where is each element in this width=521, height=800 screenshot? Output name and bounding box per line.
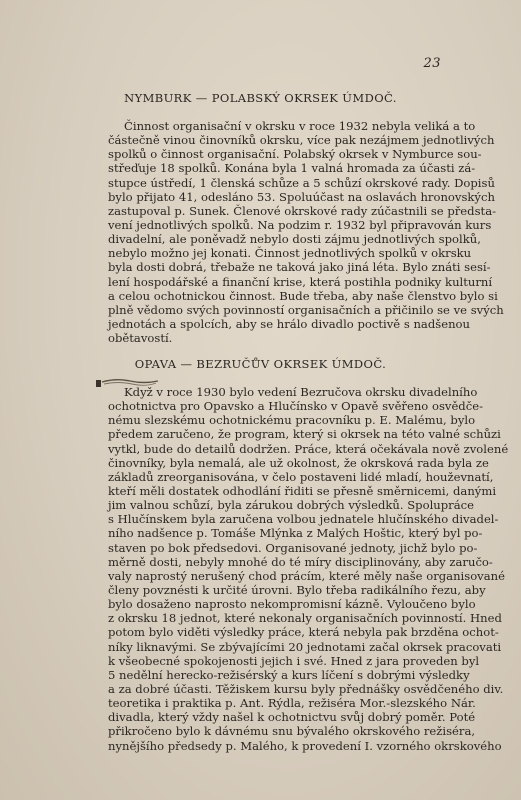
text-line: obětavostí. xyxy=(108,331,173,346)
text-line: nebylo možno jej konati. Činnost jednotlivých spolků v okrsku xyxy=(108,246,472,261)
text-line: a za dobré účasti. Těžiskem kursu byly přednášky osvědčeného div. xyxy=(108,681,504,696)
text-line: bylo přijato 41, odesláno 53. Spoluúčast na oslavách hronovských xyxy=(108,189,495,204)
text-line: divadelní, ale poněvadž nebylo dosti zájmu jednotlivých spolků, xyxy=(108,232,481,247)
text-line: nému slezskému ochotnickému pracovníku p. E. Malému, bylo xyxy=(108,413,476,428)
text-line: divadla, který vždy našel k ochotnictvu svůj dobrý poměr. Poté xyxy=(108,710,476,725)
text-line: byla dosti dobrá, třebaže ne taková jako jiná léta. Bylo znáti sesí- xyxy=(108,260,491,275)
text-line: přikročeno bylo k dávnému snu bývalého okrskového režiséra, xyxy=(108,724,476,739)
text-line: vení jednotlivých spolků. Na podzim r. 1932 byl připravován kurs xyxy=(108,217,492,232)
text-line: spolků o činnost organisační. Polabský okrsek v Nymburce sou- xyxy=(108,147,482,162)
text-line: Když v roce 1930 bylo vedení Bezručova okrsku divadelního xyxy=(124,385,478,399)
text-line: ochotnictva pro Opavsko a Hlučínsko v Opavě svěřeno osvědče- xyxy=(108,399,484,414)
text-line: plně vědomo svých povinností organisačních a přičinilo se ve svých xyxy=(108,302,504,317)
text-line: činovníky, byla nemalá, ale už okolnost, že okrsková rada byla ze xyxy=(108,455,489,470)
text-line: měrně dosti, nebyly mnohé do té míry disciplinovány, aby zaručo- xyxy=(108,554,493,569)
text-line: nynějšího předsedy p. Malého, k provedení I. vzorného okrskového xyxy=(108,738,502,753)
paragraph-opava xyxy=(108,385,509,753)
text-line: předem zaručeno, že program, který si okrsek na této valné schůzi xyxy=(108,427,501,442)
text-line: vytkl, bude do detailů dodržen. Práce, která očekávala nově zvolené xyxy=(108,441,509,456)
text-line: k všeobecné spokojenosti jejich i své. Hned z jara proveden byl xyxy=(108,653,480,668)
text-line: teoretika i praktika p. Ant. Rýdla, režiséra Mor.-slezského Nár. xyxy=(108,696,476,711)
text-line: potom bylo viděti výsledky práce, která nebyla pak brzděna ochot- xyxy=(108,625,499,640)
text-line: částečně vinou činovníků okrsku, více pak nezájmem jednotlivých xyxy=(108,133,495,148)
text-line: základů zreorganisována, v čelo postaveni lidé mladí, houževnatí, xyxy=(108,469,494,484)
text-line: jim valnou schůzí, byla zárukou dobrých výsledků. Spolupráce xyxy=(108,498,474,513)
text-line: ního nadšence p. Tomáše Mlýnka z Malých Hoštic, který byl po- xyxy=(108,526,483,541)
paragraph-nymburk xyxy=(108,119,504,346)
text-line: stupce ústředí, 1 členská schůze a 5 schůzí okrskové rady. Dopisů xyxy=(108,175,495,190)
text-line: níky liknavými. Se zbývajícími 20 jednotami začal okrsek pracovati xyxy=(108,639,502,654)
text-line: bylo dosaženo naprosto nekompromisní kázně. Vyloučeno bylo xyxy=(108,597,476,612)
text-line: zastupoval p. Sunek. Členové okrskové rady zúčastnili se předsta- xyxy=(108,203,497,218)
text-line: Činnost organisační v okrsku v roce 1932 nebyla veliká a to xyxy=(124,119,476,133)
text-line: valy naprostý nerušený chod prácím, které měly naše organisované xyxy=(108,568,505,583)
text-line: a celou ochotnickou činnost. Bude třeba, aby naše členstvo bylo si xyxy=(108,288,498,303)
section-heading-nymburk: NYMBURK — POLABSKÝ OKRSEK ÚMDOČ. xyxy=(124,91,397,105)
text-line: 5 nedělní herecko-režisérský a kurs líčení s dobrými výsledky xyxy=(108,667,470,682)
text-line: členy povznésti k určité úrovni. Bylo třeba radikálního řezu, aby xyxy=(108,582,486,597)
text-line: s Hlučínskem byla zaručena volbou jednatele hlučínského divadel- xyxy=(108,512,499,527)
text-line: kteří měli dostatek odhodlání řiditi se přesně směrnicemi, danými xyxy=(108,483,497,498)
section-heading-opava: OPAVA — BEZRUČŮV OKRSEK ÚMDOČ. xyxy=(134,357,387,371)
text-line: střeďuje 18 spolků. Konána byla 1 valná hromada za účasti zá- xyxy=(108,161,476,176)
text-line: lení hospodářské a finanční krise, která postihla podniky kulturní xyxy=(108,274,493,289)
page-number: 23 xyxy=(423,56,441,71)
text-line: jednotách a spolcích, aby se hrálo divadlo poctivě s nadšenou xyxy=(108,316,470,331)
text-line: staven po bok předsedovi. Organisované jednoty, jichž bylo po- xyxy=(108,540,478,555)
text-line: z okrsku 18 jednot, které nekonaly organisačních povinností. Hned xyxy=(108,611,502,626)
